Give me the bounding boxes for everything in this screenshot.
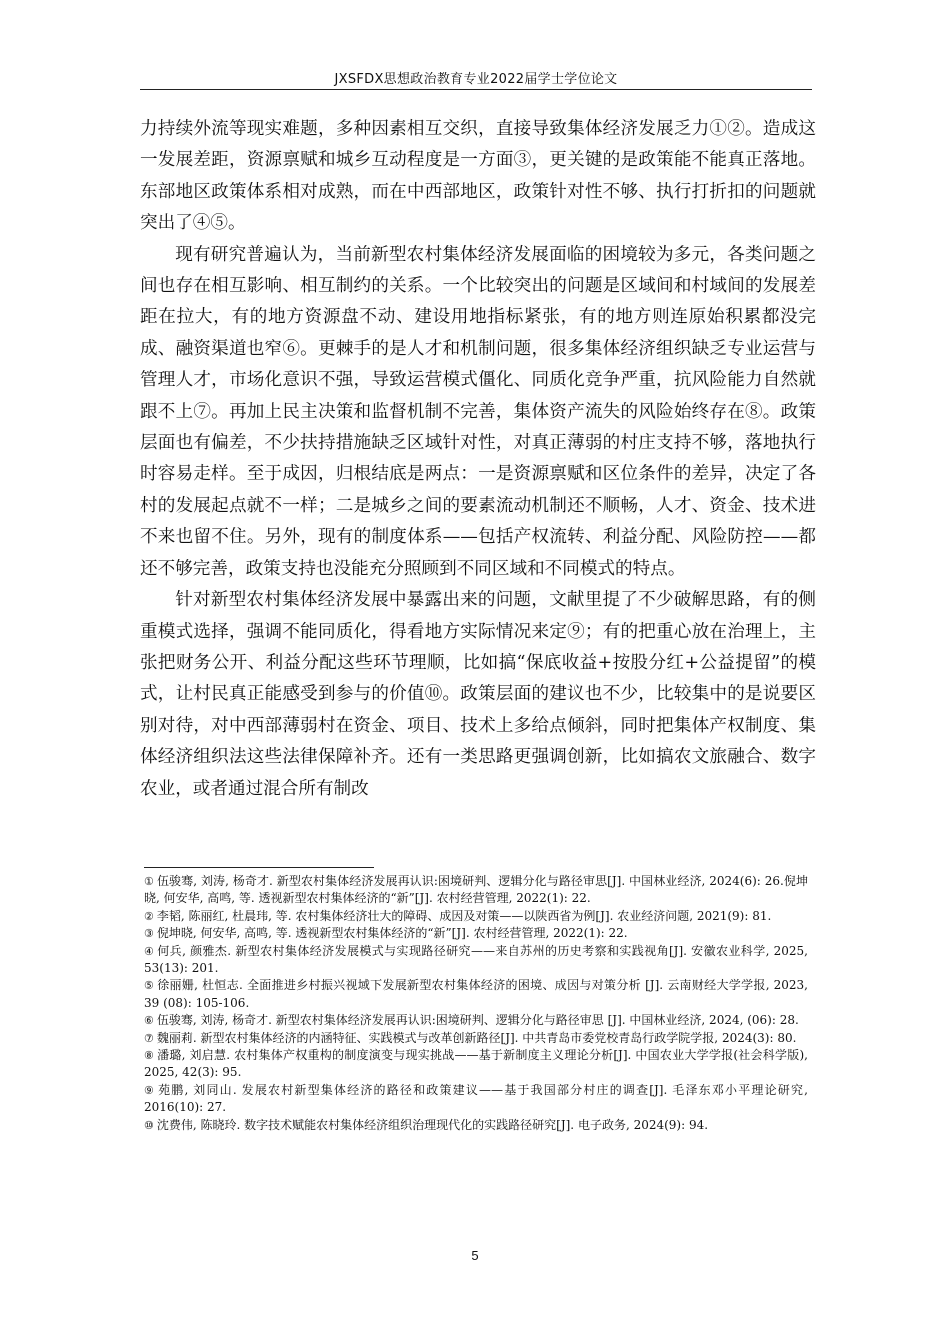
footnote (144, 1117, 808, 1134)
footnote (144, 1030, 808, 1047)
footnote-text: 徐丽姗, 杜恒志. 全面推进乡村振兴视域下发展新型农村集体经济的困境、成因与对策分析 [J]. 云南财经大学学报, 2023, 39 (08): 105-106. (144, 978, 808, 1010)
footnote (144, 977, 808, 1011)
footnote-text: 李韬, 陈丽红, 杜晨玮, 等. 农村集体经济壮大的障碍、成因及对策——以陕西省为例[J]. 农业经济问题, 2021(9): 81. (156, 908, 772, 923)
footnotes (144, 873, 808, 1134)
footnote (144, 908, 808, 925)
page-number: 5 (471, 1248, 479, 1263)
footnote (144, 1047, 808, 1081)
footnote-mark: ⑧ (144, 1049, 155, 1063)
footnote-mark: ⑨ (144, 1083, 156, 1097)
footnote-mark: ⑩ (144, 1118, 154, 1132)
footnote-text: 潘璐, 刘启慧. 农村集体产权重构的制度演变与现实挑战——基于新制度主义理论分析[J]. 中国农业大学学报(社会科学版), 2025, 42(3): 95. (144, 1048, 808, 1080)
footnote-separator (144, 867, 374, 868)
paragraph-solutions: 针对新型农村集体经济发展中暴露出来的问题，文献里提了不少破解思路，有的侧重模式选择，强调不能同质化，得看地方实际情况来定⑨；有的把重心放在治理上，主张把财务公开、利益分配这些环节理顺，比如搞“保底收益+按股分红+公益提留”的模式，让村民真正能感受到参与的价值⑩。政策层面的建议也不少，比较集中的是说要区别对待，对中西部薄弱村在资金、项目、技术上多给点倾斜，同时把集体产权制度、集体经济组织法这些法律保障补齐。还有一类思路更强调创新，比如搞农文旅融合、数字农业，或者通过混合所有制改 (140, 590, 816, 799)
footnote-mark: ③ (144, 927, 154, 941)
footnote-text: 倪坤晓, 何安华, 高鸣, 等. 透视新型农村集体经济的“新”[J]. 农村经营管理, 2022(1): 22. (156, 926, 628, 941)
footnote (144, 925, 808, 942)
footnote-text: 何兵, 颜雅杰. 新型农村集体经济发展模式与实现路径研究——来自苏州的历史考察和实践视角[J]. 安徽农业科学, 2025, 53(13): 201. (144, 943, 808, 975)
footnote-mark: ② (144, 909, 154, 923)
footnote (144, 873, 808, 907)
footnote (144, 943, 808, 977)
footnote (144, 1012, 808, 1029)
footnote-text: 伍骏骞, 刘涛, 杨奇才. 新型农村集体经济发展再认识:困境研判、逻辑分化与路径审思[J]. 中国林业经济, 2024(6): 26.倪坤晓, 何安华, 高鸣, 等. 透视新型农村集体经济的“新”[J]. 农村经营管理, 2022(1): 22. (144, 874, 808, 906)
footnote-text: 魏丽莉. 新型农村集体经济的内涵特征、实践模式与改革创新路径[J]. 中共青岛市委党校青岛行政学院学报, 2024(3): 80. (156, 1030, 797, 1045)
running-header: JXSFDX思想政治教育专业2022届学士学位论文 (334, 72, 618, 87)
paragraph-continued: 力持续外流等现实难题，多种因素相互交织，直接导致集体经济发展乏力①②。造成这一发展差距，资源禀赋和城乡互动程度是一方面③，更关键的是政策能不能真正落地。东部地区政策体系相对成熟，而在中西部地区，政策针对性不够、执行打折扣的问题就突出了④⑤。 (140, 119, 816, 234)
footnote-text: 沈费伟, 陈晓玲. 数字技术赋能农村集体经济组织治理现代化的实践路径研究[J]. 电子政务, 2024(9): 94. (156, 1117, 709, 1132)
footnote-text: 苑鹏, 刘同山. 发展农村新型集体经济的路径和政策建议——基于我国部分村庄的调查[J]. 毛泽东邓小平理论研究, 2016(10): 27. (144, 1082, 808, 1115)
header-rule (140, 89, 812, 90)
footnote-mark: ④ (144, 944, 155, 958)
footnote-text: 伍骏骞, 刘涛, 杨奇才. 新型农村集体经济发展再认识:困境研判、逻辑分化与路径审思 [J]. 中国林业经济, 2024, (06): 28. (156, 1013, 799, 1028)
body-text (140, 114, 816, 805)
footnote-mark: ⑤ (144, 979, 155, 993)
footnote (144, 1082, 808, 1116)
footnote-mark: ⑥ (144, 1014, 154, 1028)
footnote-mark: ⑦ (144, 1031, 154, 1045)
paragraph-difficulties: 现有研究普遍认为，当前新型农村集体经济发展面临的困境较为多元，各类问题之间也存在相互影响、相互制约的关系。一个比较突出的问题是区域间和村域间的发展差距在拉大，有的地方资源盘不动、建设用地指标紧张，有的地方则连原始积累都没完成、融资渠道也窄⑥。更棘手的是人才和机制问题，很多集体经济组织缺乏专业运营与管理人才，市场化意识不强，导致运营模式僵化、同质化竞争严重，抗风险能力自然就跟不上⑦。再加上民主决策和监督机制不完善，集体资产流失的风险始终存在⑧。政策层面也有偏差，不少扶持措施缺乏区域针对性，对真正薄弱的村庄支持不够，落地执行时容易走样。至于成因，归根结底是两点：一是资源禀赋和区位条件的差异，决定了各村的发展起点就不一样；二是城乡之间的要素流动机制还不顺畅，人才、资金、技术进不来也留不住。另外，现有的制度体系——包括产权流转、利益分配、风险防控——都还不够完善，政策支持也没能充分照顾到不同区域和不同模式的特点。 (140, 244, 816, 579)
footnote-mark: ① (144, 875, 154, 888)
